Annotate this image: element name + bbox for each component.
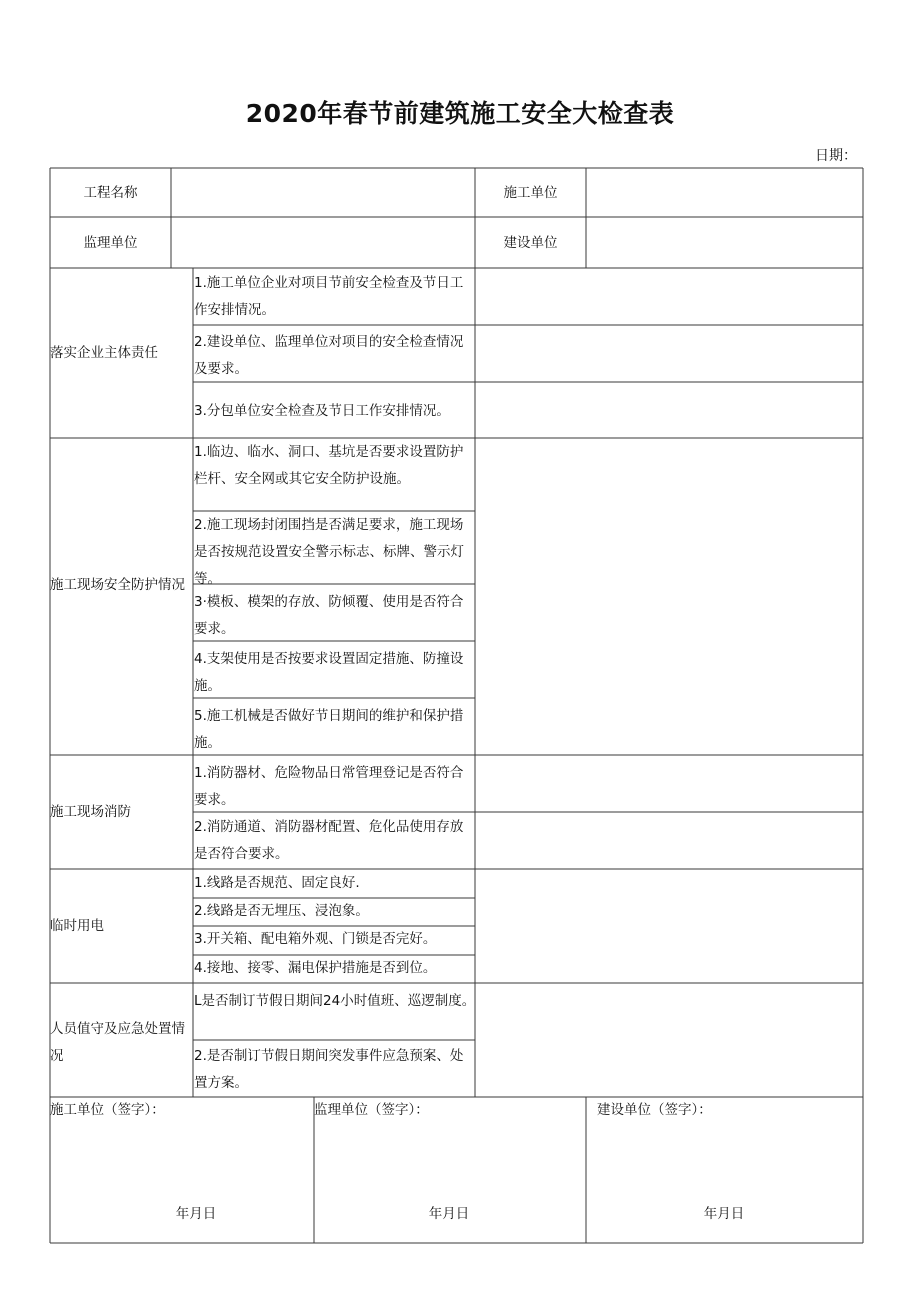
- supervision-unit-label: 监理单位: [83, 235, 138, 251]
- owner-unit-label: 建设单位: [503, 235, 558, 251]
- owner-unit-value[interactable]: [586, 217, 863, 268]
- category-label: 落实企业主体责任: [50, 345, 158, 361]
- check-item: 5.施工机械是否做好节日期间的维护和保护措施。: [194, 708, 464, 751]
- construction-signature-label: 施工单位（签字）：: [50, 1102, 165, 1118]
- construction-signature-date: 年月日: [175, 1206, 217, 1222]
- check-item: 1.消防器材、危险物品日常管理登记是否符合要求。: [194, 765, 464, 808]
- owner-signature-date: 年月日: [703, 1206, 745, 1222]
- check-item: 1.临边、临水、洞口、基坑是否要求设置防护栏杆、安全网或其它安全防护设施。: [194, 444, 464, 487]
- date-label: 日期：: [815, 148, 857, 164]
- check-item: 2.线路是否无埋压、浸泡象。: [194, 903, 369, 919]
- check-item: 3·模板、模架的存放、防倾覆、使用是否符合要求。: [194, 594, 464, 637]
- category-label: 临时用电: [50, 918, 104, 934]
- supervision-signature-label: 监理单位（签字）：: [314, 1102, 429, 1118]
- check-item: 3.分包单位安全检查及节日工作安排情况。: [194, 403, 450, 419]
- check-item: 2.是否制订节假日期间突发事件应急预案、处置方案。: [194, 1048, 464, 1091]
- construction-unit-value[interactable]: [586, 168, 863, 217]
- category-label: 施工现场安全防护情况: [50, 577, 185, 593]
- check-item: 2.施工现场封闭围挡是否满足要求，施工现场是否按规范设置安全警示标志、标牌、警示灯等。: [194, 517, 464, 587]
- document-title: 2020年春节前建筑施工安全大检查表: [245, 99, 675, 128]
- check-item: L是否制订节假日期间24小时值班、巡逻制度。: [194, 993, 476, 1009]
- project-name-label: 工程名称: [83, 185, 138, 201]
- owner-signature-label: 建设单位（签字）：: [597, 1102, 712, 1118]
- supervision-unit-value[interactable]: [171, 217, 475, 268]
- project-name-value[interactable]: [171, 168, 475, 217]
- check-item: 1.线路是否规范、固定良好.: [194, 875, 360, 891]
- supervision-signature-date: 年月日: [428, 1206, 470, 1222]
- construction-unit-label: 施工单位: [503, 185, 558, 201]
- check-item: 2.建设单位、监理单位对项目的安全检查情况及要求。: [194, 334, 464, 377]
- check-item: 3.开关箱、配电箱外观、门锁是否完好。: [194, 931, 437, 947]
- category-label: 人员值守及应急处置情况: [50, 1021, 185, 1064]
- check-item: 4.接地、接零、漏电保护措施是否到位。: [194, 960, 437, 976]
- category-label: 施工现场消防: [50, 804, 131, 820]
- check-item: 2.消防通道、消防器材配置、危化品使用存放是否符合要求。: [194, 819, 464, 862]
- check-item: 4.支架使用是否按要求设置固定措施、防撞设施。: [194, 651, 464, 694]
- check-item: 1.施工单位企业对项目节前安全检查及节日工作安排情况。: [194, 275, 464, 318]
